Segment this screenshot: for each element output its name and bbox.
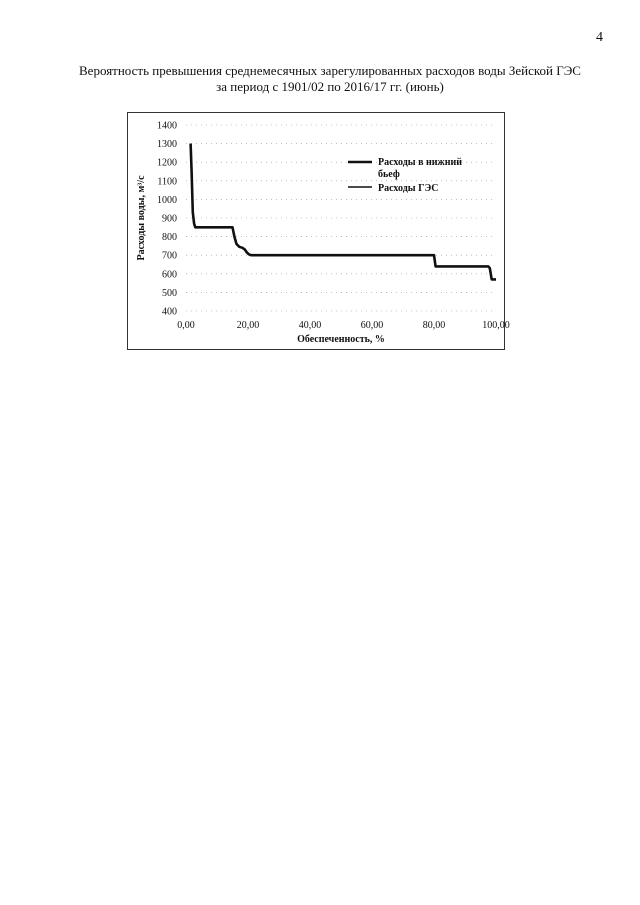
y-tick-label: 800	[162, 232, 177, 244]
page-title	[40, 63, 620, 95]
y-tick-label: 600	[162, 269, 177, 281]
x-tick-label: 60,00	[360, 320, 384, 331]
chart	[128, 113, 510, 349]
y-tick-label: 500	[162, 287, 177, 299]
title-line-2: за период с 1901/02 по 2016/17 гг. (июнь)	[216, 79, 444, 94]
y-tick-label: 900	[162, 213, 177, 225]
x-tick-label: 20,00	[236, 320, 260, 331]
y-tick-label: 1100	[157, 176, 177, 188]
y-tick-label: 1400	[157, 120, 177, 132]
page-number: 4	[596, 30, 603, 45]
grid-layer	[186, 125, 496, 311]
x-tick-label: 0,00	[177, 320, 195, 331]
x-tick-label: 80,00	[422, 320, 446, 331]
y-tick-label: 700	[162, 250, 177, 262]
x-tick-label: 100,00	[482, 320, 510, 331]
x-axis-label: Обеспеченность, %	[297, 334, 385, 345]
title-line-1: Вероятность превышения среднемесячных зарегулированных расходов воды Зейской ГЭС	[79, 63, 581, 78]
y-tick-label: 400	[162, 306, 177, 318]
y-tick-label: 1200	[157, 157, 177, 169]
y-axis-label: Расходы воды, м³/с	[136, 175, 147, 261]
legend-label: Расходы ГЭС	[378, 183, 439, 194]
y-tick-label: 1000	[157, 194, 177, 206]
legend	[348, 157, 462, 194]
x-tick-label: 40,00	[298, 320, 322, 331]
legend-label: Расходы в нижний бьеф	[378, 157, 463, 180]
chart-frame	[127, 112, 510, 350]
y-tick-label: 1300	[157, 139, 177, 151]
